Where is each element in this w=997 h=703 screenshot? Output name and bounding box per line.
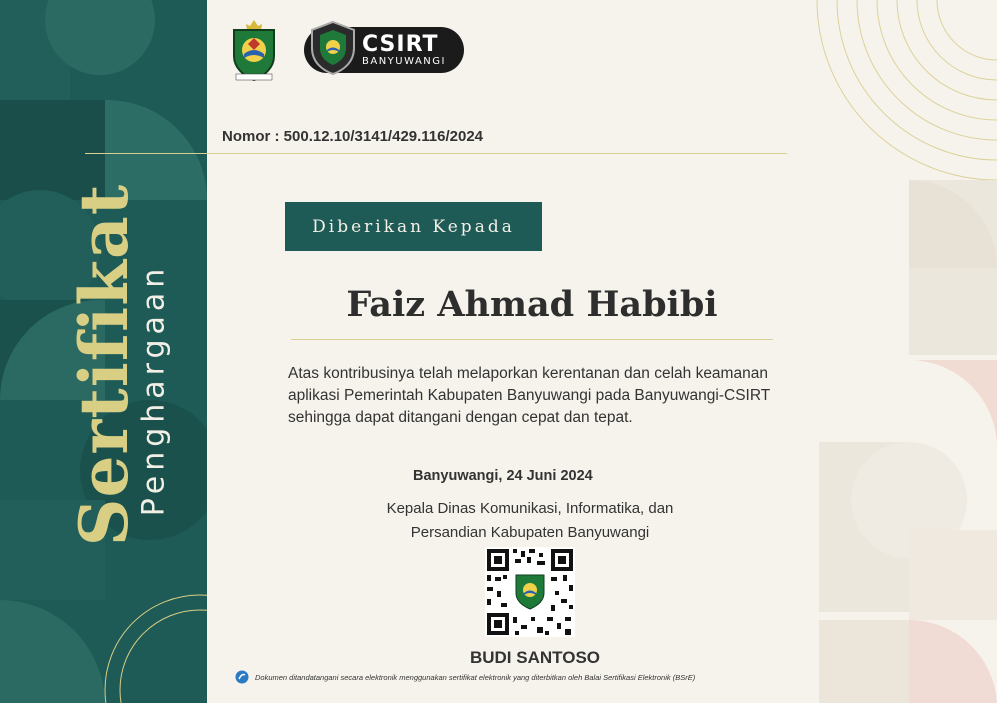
- description: [288, 363, 808, 429]
- left-band: [0, 0, 207, 703]
- divider-name: [291, 339, 773, 340]
- recipient-name: Faiz Ahmad Habibi: [346, 284, 718, 325]
- csirt-title: CSIRT: [362, 31, 439, 57]
- signee-name: BUDI SANTOSO: [469, 648, 601, 667]
- certificate-number: Nomor : 500.12.10/3141/429.116/2024: [222, 128, 484, 145]
- footnote: [235, 670, 695, 684]
- header-logos: [228, 18, 464, 82]
- sidebar-subtitle: Penghargaan: [136, 263, 172, 517]
- position-line: Kepala Dinas Komunikasi, Informatika, dan: [386, 500, 674, 517]
- csirt-shield-icon: [308, 20, 358, 76]
- qr-code-icon: [485, 547, 575, 637]
- position-line: Persandian Kabupaten Banyuwangi: [410, 524, 650, 541]
- description-line: sehingga dapat ditangani dengan cepat dan tepat.: [288, 409, 633, 426]
- csirt-subtitle: BANYUWANGI: [362, 55, 446, 67]
- csirt-badge: [304, 27, 464, 73]
- signer-position: [360, 497, 700, 545]
- signing-date: Banyuwangi, 24 Juni 2024: [413, 468, 593, 484]
- bsre-icon: [235, 670, 249, 684]
- gold-arcs-decoration: [790, 0, 997, 190]
- given-to-label: Diberikan Kepada: [285, 202, 542, 251]
- right-pattern-decoration: [819, 180, 997, 703]
- sidebar-title: Sertifikat: [65, 183, 143, 547]
- description-line: Atas kontribusinya telah melaporkan kerentanan dan celah keamanan: [288, 365, 768, 382]
- divider-top: [85, 153, 787, 154]
- banyuwangi-emblem-icon: [228, 18, 280, 82]
- footnote-text: Dokumen ditandatangani secara elektronik menggunakan sertifikat elektronik yang diterbitkan oleh Balai Sertifikasi Elektronik (BSrE): [255, 672, 696, 682]
- description-line: aplikasi Pemerintah Kabupaten Banyuwangi pada Banyuwangi-CSIRT: [288, 387, 771, 404]
